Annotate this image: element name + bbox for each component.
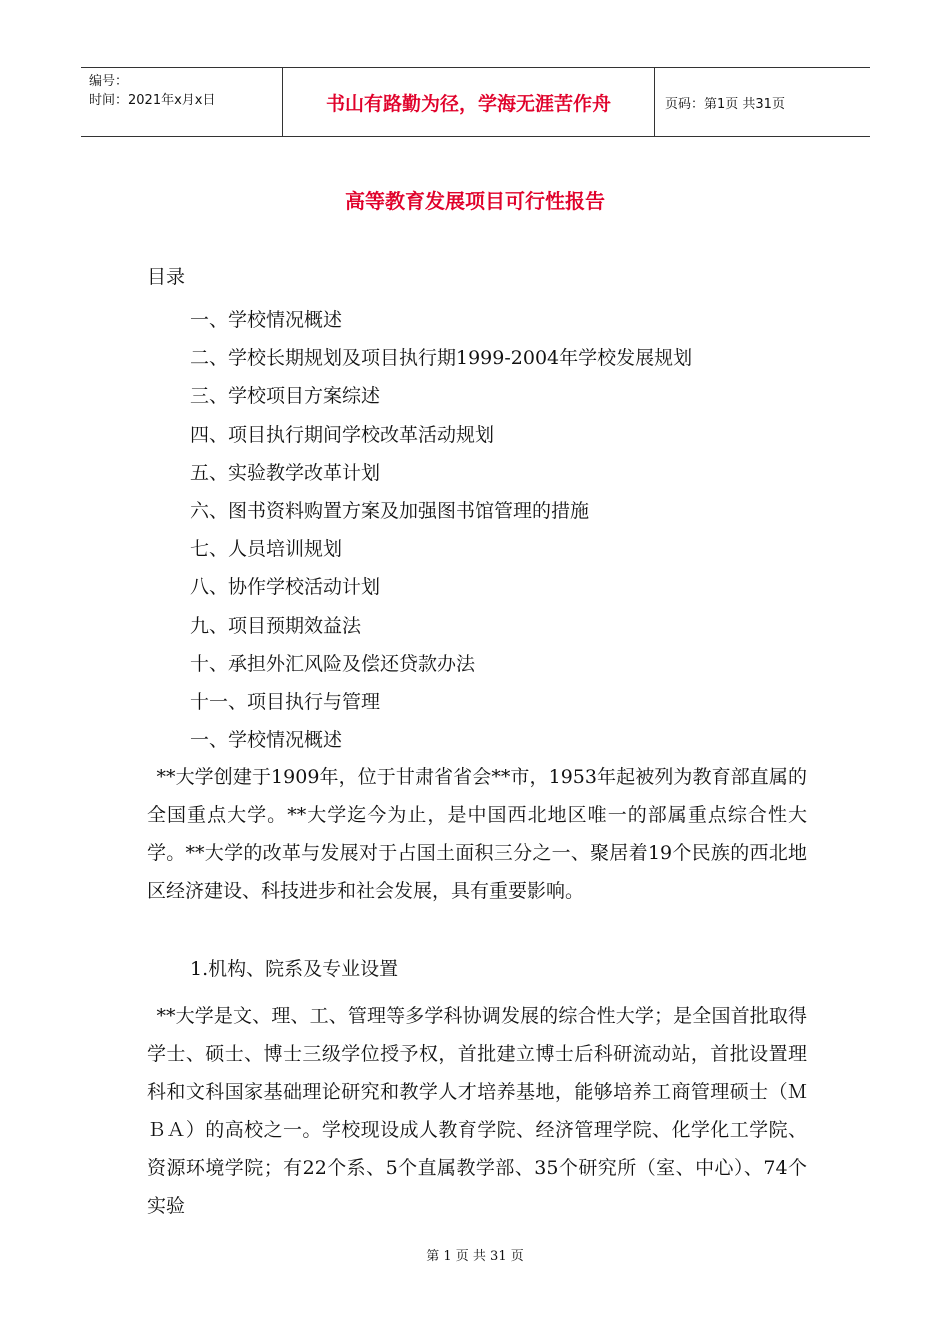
toc-heading: 目录: [147, 266, 186, 288]
toc-item: 四、项目执行期间学校改革活动规划: [190, 423, 495, 446]
page-footer: 第 1 页 共 31 页: [426, 1249, 524, 1264]
paragraph-intro: **大学创建于1909年，位于甘肃省省会**市，1953年起被列为教育部直属的全国重点大学。**大学迄今为止，是中国西北地区唯一的部属重点综合性大学。**大学的改革与发展对于占国土面积三分之一、聚居着19个民族的西北地区经济建设、科技进步和社会发展，具有重要影响。: [147, 766, 807, 902]
toc-item: 十一、项目执行与管理: [190, 690, 381, 713]
header-page-info: 页码：第1页 共31页: [665, 96, 785, 112]
toc-item: 一、学校情况概述: [190, 309, 343, 331]
number-label: 编号：: [89, 74, 129, 89]
toc-item: 二、学校长期规划及项目执行期1999-2004年学校发展规划: [190, 347, 693, 370]
subheading-institutions: 1.机构、院系及专业设置: [190, 958, 399, 980]
paragraph-institutions: **大学是文、理、工、管理等多学科协调发展的综合性大学；是全国首批取得学士、硕士、博士三级学位授予权，首批建立博士后科研流动站，首批设置理科和文科国家基础理论研究和教学人才培养基地，能够培养工商管理硕士（ＭＢＡ）的高校之一。学校现设成人教育学院、经济管理学院、化学化工学院、资源环境学院；有22个系、5个直属教学部、35个研究所（室、中心）、74个实验: [147, 1005, 807, 1217]
header-meta-cell: [81, 68, 283, 136]
table-of-contents: [190, 301, 692, 759]
toc-item: 十、承担外汇风险及偿还贷款办法: [190, 652, 476, 675]
header-table: [81, 67, 870, 137]
toc-item: 七、人员培训规划: [190, 538, 343, 561]
document-title: 高等教育发展项目可行性报告: [345, 189, 605, 213]
header-motto: 书山有路勤为径，学海无涯苦作舟: [283, 68, 655, 136]
date-label: 时间：2021年x月x日: [89, 93, 216, 108]
toc-item: 三、学校项目方案综述: [190, 385, 381, 408]
section-heading: 一、学校情况概述: [190, 729, 343, 752]
toc-item: 九、项目预期效益法: [190, 614, 362, 637]
toc-item: 八、协作学校活动计划: [190, 576, 381, 599]
toc-item: 六、图书资料购置方案及加强图书馆管理的措施: [190, 499, 590, 522]
toc-item: 五、实验教学改革计划: [190, 461, 381, 484]
